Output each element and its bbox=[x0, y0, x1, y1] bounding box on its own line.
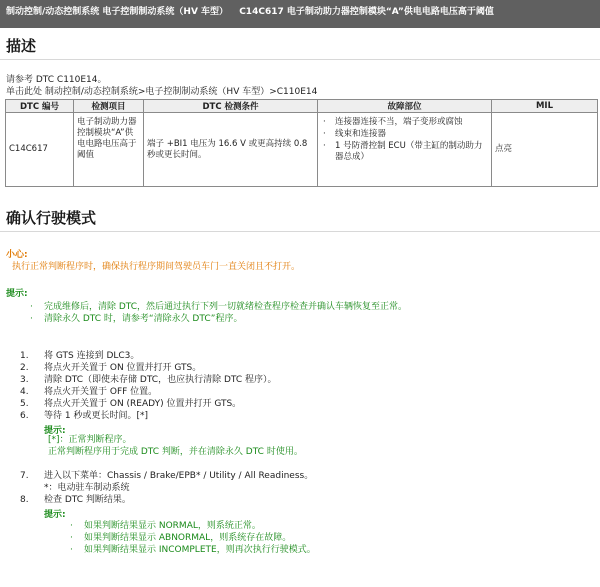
cell-dtc-code: C14C617 bbox=[6, 113, 74, 187]
step-item bbox=[20, 350, 277, 362]
step-item bbox=[20, 362, 277, 374]
list-item: · 连接器连接不当，端子变形或腐蚀 bbox=[321, 117, 488, 128]
title-text: 电子制动助力器控制模块“A”供电电路电压高于阈值 bbox=[286, 7, 494, 17]
cell-mil bbox=[492, 113, 598, 187]
step-number: 5. bbox=[20, 399, 29, 409]
reference-text: 请参考 DTC C110E14。 bbox=[6, 75, 107, 85]
section-divider bbox=[0, 231, 600, 232]
step-number: 3. bbox=[20, 375, 29, 385]
list-item: · 完成维修后，清除 DTC，然后通过执行下列一切就绪检查程序检查并确认车辆恢复至正常。 bbox=[30, 301, 407, 313]
cell-detection-condition: 端子 +BI1 电压为 16.6 V 或更高持续 0.8 秒或更长时间。 bbox=[144, 113, 318, 187]
list-item: · 如果判断结果显示 NORMAL，则系统正常。 bbox=[70, 520, 316, 532]
step-item bbox=[20, 410, 277, 422]
title-breadcrumb: 制动控制/动态控制系统 电子控制制动系统（HV 车型） bbox=[6, 7, 229, 17]
step-number: 8. bbox=[20, 495, 29, 505]
procedure-steps bbox=[20, 494, 131, 506]
step-text: 清除 DTC（即使未存储 DTC，也应执行清除 DTC 程序）。 bbox=[44, 375, 277, 385]
step-number: 7. bbox=[20, 471, 29, 481]
caution-text: 执行正常判断程序时，确保执行程序期间驾驶员车门一直关闭且不打开。 bbox=[12, 262, 301, 272]
step-number: 4. bbox=[20, 387, 29, 397]
section-heading-description: 描述 bbox=[6, 37, 37, 55]
step-item bbox=[20, 386, 277, 398]
step-text: 等待 1 秒或更长时间。[*] bbox=[44, 411, 148, 421]
hint-list bbox=[30, 301, 407, 325]
dtc-table bbox=[5, 99, 598, 187]
list-item: · 1 号防滑控制 ECU（带主缸的制动助力器总成） bbox=[321, 141, 488, 163]
step-note: *：电动驻车制动系统 bbox=[44, 483, 130, 493]
step-item bbox=[20, 494, 131, 506]
step-text: 将点火开关置于 ON 位置并打开 GTS。 bbox=[44, 363, 202, 373]
step-number: 6. bbox=[20, 411, 29, 421]
list-item: · 如果判断结果显示 ABNORMAL，则系统存在故障。 bbox=[70, 532, 316, 544]
mil-value: 点亮 bbox=[495, 144, 513, 154]
header-mil: MIL bbox=[492, 100, 598, 113]
hint-title: 提示: bbox=[6, 289, 28, 299]
table-header-row bbox=[6, 100, 598, 113]
section-divider bbox=[0, 59, 600, 60]
hint-normal-procedure: [*]：正常判断程序。 bbox=[48, 435, 132, 445]
step-number: 2. bbox=[20, 363, 29, 373]
step-item bbox=[20, 374, 277, 386]
result-list bbox=[70, 520, 316, 556]
section-heading-confirm: 确认行驶模式 bbox=[6, 209, 97, 227]
hint-title: 提示: bbox=[44, 426, 66, 436]
step-text: 进入以下菜单：Chassis / Brake/EPB* / Utility / All Readiness。 bbox=[44, 471, 314, 481]
title-code: C14C617 bbox=[239, 7, 284, 17]
header-trouble-area: 故障部位 bbox=[318, 100, 492, 113]
trouble-area-list bbox=[321, 117, 488, 163]
header-dtc-code: DTC 编号 bbox=[6, 100, 74, 113]
title-bar bbox=[0, 0, 600, 28]
list-item: · 如果判断结果显示 INCOMPLETE，则再次执行行驶模式。 bbox=[70, 544, 316, 556]
header-detection-item: 检测项目 bbox=[74, 100, 144, 113]
list-item: · 线束和连接器 bbox=[321, 129, 488, 140]
list-item: · 清除永久 DTC 时，请参考“清除永久 DTC”程序。 bbox=[30, 313, 407, 325]
reference-link[interactable]: 单击此处 制动控制/动态控制系统>电子控制制动系统（HV 车型）>C110E14 bbox=[6, 87, 318, 97]
procedure-steps bbox=[20, 350, 277, 422]
header-detection-condition: DTC 检测条件 bbox=[144, 100, 318, 113]
step-text: 将点火开关置于 OFF 位置。 bbox=[44, 387, 158, 397]
step-item bbox=[20, 470, 313, 482]
table-row bbox=[6, 113, 598, 187]
step-text: 检查 DTC 判断结果。 bbox=[44, 495, 131, 505]
step-item bbox=[20, 398, 277, 410]
hint-normal-procedure-desc: 正常判断程序用于完成 DTC 判断，并在清除永久 DTC 时使用。 bbox=[48, 447, 303, 457]
hint-title: 提示: bbox=[44, 510, 66, 520]
procedure-steps bbox=[20, 470, 313, 482]
step-text: 将点火开关置于 ON (READY) 位置并打开 GTS。 bbox=[44, 399, 242, 409]
cell-detection-item: 电子制动助力器控制模块“A”供电电路电压高于阈值 bbox=[74, 113, 144, 187]
step-text: 将 GTS 连接到 DLC3。 bbox=[44, 351, 140, 361]
step-number: 1. bbox=[20, 351, 29, 361]
caution-title: 小心: bbox=[6, 250, 28, 260]
cell-trouble-area bbox=[318, 113, 492, 187]
